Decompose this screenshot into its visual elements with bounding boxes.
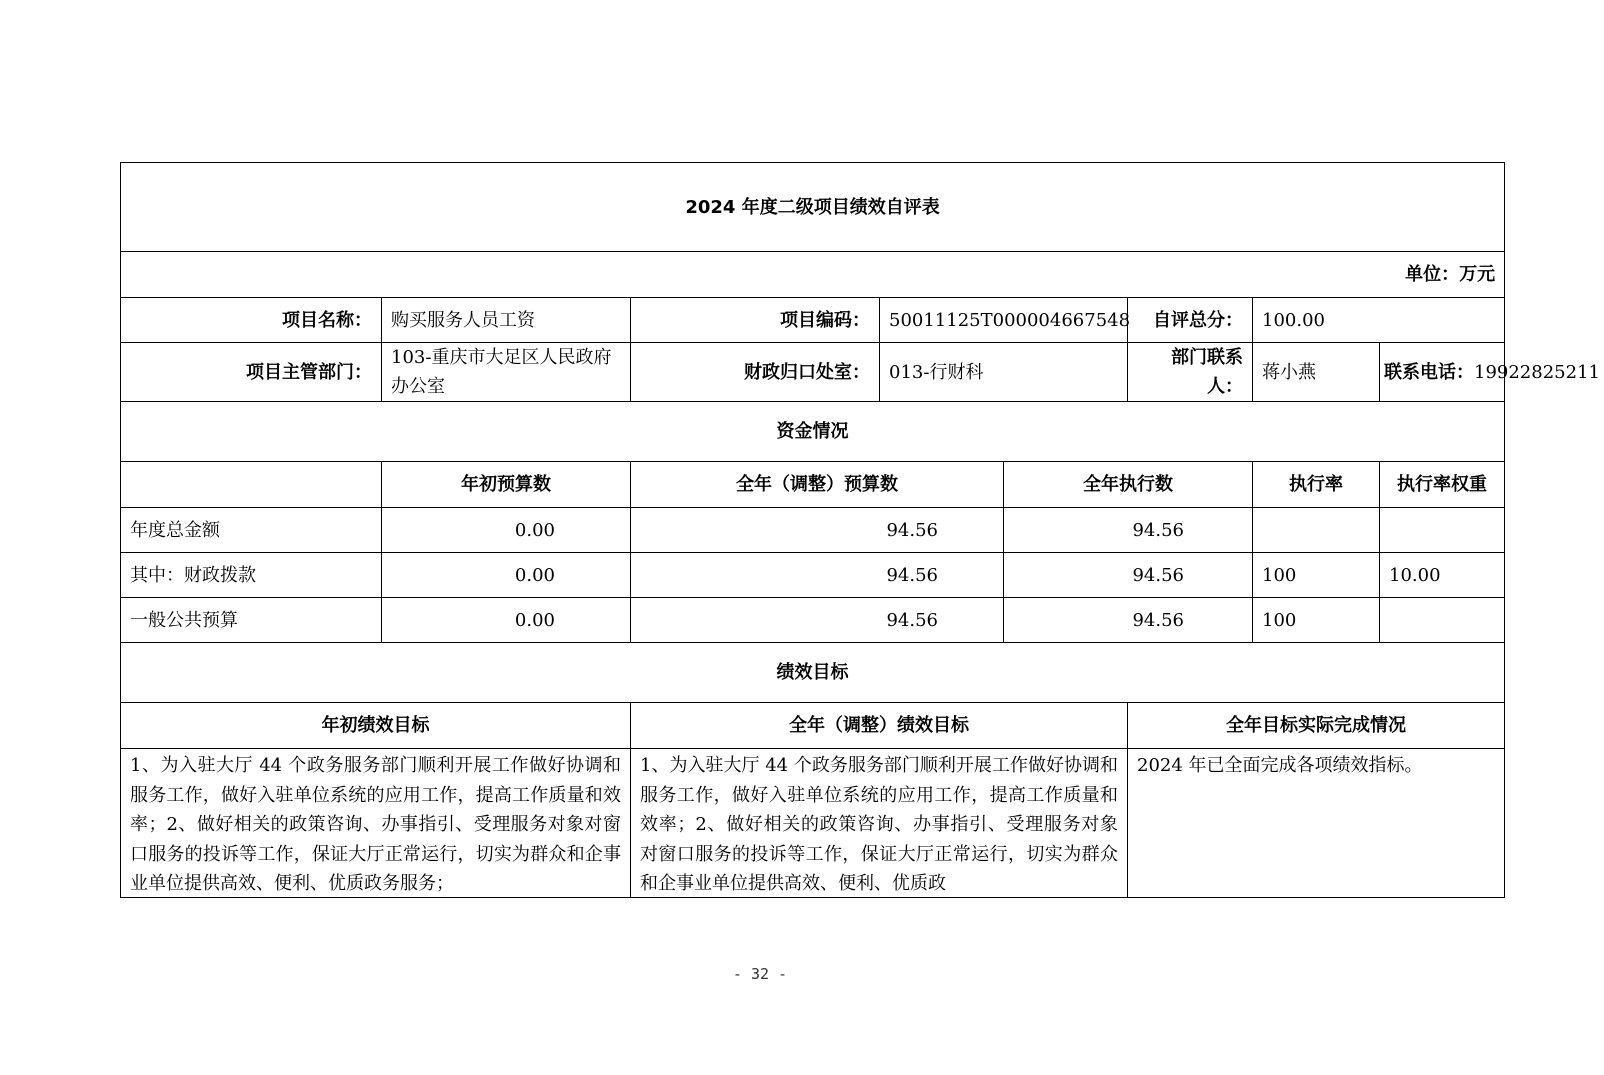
funds-adjusted-value: 94.56 — [631, 598, 1004, 643]
phone-label: 联系电话： — [1384, 361, 1474, 383]
score-value: 100.00 — [1253, 298, 1505, 343]
funds-weight-value — [1380, 598, 1505, 643]
funds-section-title: 资金情况 — [121, 402, 1505, 462]
contact-label: 部门联系人： — [1128, 343, 1253, 402]
funds-rate-value: 100 — [1253, 553, 1380, 598]
funds-header-adjusted: 全年（调整）预算数 — [631, 462, 1004, 508]
goals-section-title: 绩效目标 — [121, 643, 1505, 703]
funds-adjusted-value: 94.56 — [631, 553, 1004, 598]
project-name-value: 购买服务人员工资 — [382, 298, 631, 343]
funds-header-initial: 年初预算数 — [382, 462, 631, 508]
finance-label: 财政归口处室： — [631, 343, 880, 402]
project-code-label: 项目编码： — [631, 298, 880, 343]
funds-rate-value — [1253, 508, 1380, 553]
performance-table — [120, 162, 1600, 898]
goals-actual-text: 2024 年已全面完成各项绩效指标。 — [1137, 755, 1423, 776]
funds-initial-value: 0.00 — [382, 508, 631, 553]
score-label: 自评总分： — [1128, 298, 1253, 343]
funds-rate-value: 100 — [1253, 598, 1380, 643]
phone-value: 19922825211 — [1474, 361, 1600, 383]
funds-row — [121, 598, 1505, 643]
funds-header-rate: 执行率 — [1253, 462, 1380, 508]
goals-initial-cell — [121, 749, 631, 898]
funds-executed-value: 94.56 — [1004, 553, 1253, 598]
goals-header-adjusted: 全年（调整）绩效目标 — [631, 703, 1128, 749]
funds-adjusted-value: 94.56 — [631, 508, 1004, 553]
contact-value: 蒋小燕 — [1253, 343, 1380, 402]
funds-header-blank — [121, 462, 382, 508]
goals-initial-text: 1、为入驻大厅 44 个政务服务部门顺利开展工作做好协调和服务工作，做好入驻单位系统的应用工作，提高工作质量和效率；2、做好相关的政策咨询、办事指引、受理服务对象对窗口服务的投诉等工作，保证大厅正常运行，切实为群众和企事业单位提供高效、便利、优质政务服务； — [130, 755, 621, 894]
funds-initial-value: 0.00 — [382, 553, 631, 598]
page-number: - 32 - — [732, 965, 788, 983]
funds-weight-value — [1380, 508, 1505, 553]
project-name-label: 项目名称： — [121, 298, 382, 343]
funds-weight-value: 10.00 — [1380, 553, 1505, 598]
finance-value: 013-行财科 — [880, 343, 1128, 402]
funds-row — [121, 553, 1505, 598]
unit-label: 单位：万元 — [121, 252, 1505, 298]
phone-cell — [1380, 343, 1600, 402]
funds-header-weight: 执行率权重 — [1380, 462, 1505, 508]
funds-executed-value: 94.56 — [1004, 598, 1253, 643]
goals-adjusted-text: 1、为入驻大厅 44 个政务服务部门顺利开展工作做好协调和服务工作，做好入驻单位系统的应用工作，提高工作质量和效率；2、做好相关的政策咨询、办事指引、受理服务对象对窗口服务的投诉等工作，保证大厅正常运行，切实为群众和企事业单位提供高效、便利、优质政 — [640, 755, 1118, 894]
funds-row-label: 年度总金额 — [121, 508, 382, 553]
funds-row — [121, 508, 1505, 553]
funds-row-label: 其中：财政拨款 — [121, 553, 382, 598]
table-title: 2024 年度二级项目绩效自评表 — [121, 163, 1505, 252]
goals-actual-cell — [1128, 749, 1505, 898]
dept-label: 项目主管部门： — [121, 343, 382, 402]
funds-initial-value: 0.00 — [382, 598, 631, 643]
funds-row-label: 一般公共预算 — [121, 598, 382, 643]
dept-value: 103-重庆市大足区人民政府办公室 — [382, 343, 631, 402]
goals-adjusted-cell — [631, 749, 1128, 898]
goals-header-actual: 全年目标实际完成情况 — [1128, 703, 1505, 749]
funds-header-executed: 全年执行数 — [1004, 462, 1253, 508]
project-code-value: 50011125T000004667548 — [880, 298, 1128, 343]
funds-executed-value: 94.56 — [1004, 508, 1253, 553]
goals-header-initial: 年初绩效目标 — [121, 703, 631, 749]
